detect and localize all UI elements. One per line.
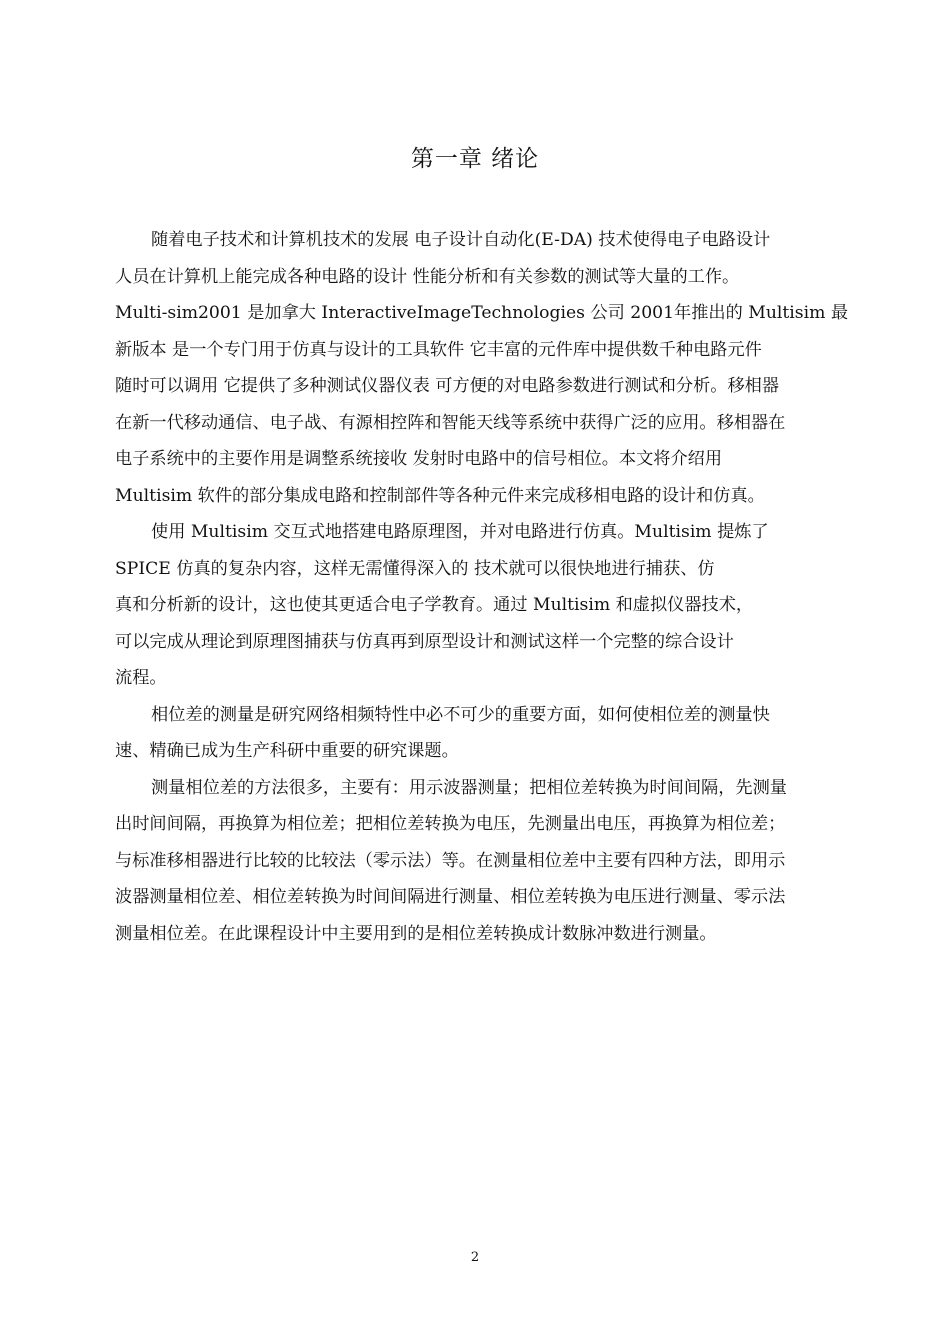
text-line: 电子系统中的主要作用是调整系统接收 发射时电路中的信号相位。本文将介绍用: [115, 449, 723, 469]
page-number: 2: [470, 1250, 480, 1265]
text-line: 在新一代移动通信、电子战、有源相控阵和智能天线等系统中获得广泛的应用。移相器在: [115, 412, 786, 433]
text-line: 速、精确已成为生产科研中重要的研究课题。: [115, 741, 459, 761]
text-line: 新版本 是一个专门用于仿真与设计的工具软件 它丰富的元件库中提供数千种电路元件: [115, 339, 762, 360]
text-line: 人员在计算机上能完成各种电路的设计 性能分析和有关参数的测试等大量的工作。: [115, 266, 740, 287]
text-line: 随时可以调用 它提供了多种测试仪器仪表 可方便的对电路参数进行测试和分析。移相器: [115, 376, 780, 396]
text-line: 流程。: [115, 668, 167, 688]
text-line: 真和分析新的设计，这也使其更适合电子学教育。通过 Multisim 和虚拟仪器技术，: [115, 595, 754, 615]
text-line: 相位差的测量是研究网络相频特性中必不可少的重要方面，如何使相位差的测量快: [151, 704, 770, 725]
text-line: 随着电子技术和计算机技术的发展 电子设计自动化(E-DA) 技术使得电子电路设计: [151, 230, 771, 250]
text-line: 可以完成从理论到原理图捕获与仿真再到原型设计和测试这样一个完整的综合设计: [115, 631, 734, 652]
text-line: 波器测量相位差、相位差转换为时间间隔进行测量、相位差转换为电压进行测量、零示法: [115, 887, 786, 907]
text-line: 测量相位差的方法很多，主要有：用示波器测量；把相位差转换为时间间隔，先测量: [151, 777, 787, 798]
body-text: [115, 222, 885, 952]
text-line: Multi-sim2001 是加拿大 InteractiveImageTechnologies 公司 2001年推出的 Multisim 最: [115, 303, 849, 323]
text-line: SPICE 仿真的复杂内容，这样无需懂得深入的 技术就可以很快地进行捕获、仿: [115, 558, 715, 579]
text-line: 使用 Multisim 交互式地搭建电路原理图，并对电路进行仿真。Multisim 提炼了: [151, 522, 769, 542]
chapter-title: 第一章 绪论: [410, 146, 540, 172]
text-line: 与标准移相器进行比较的比较法（零示法）等。在测量相位差中主要有四种方法，即用示: [115, 850, 786, 871]
text-line: Multisim 软件的部分集成电路和控制部件等各种元件来完成移相电路的设计和仿真。: [115, 485, 765, 506]
text-line: 测量相位差。在此课程设计中主要用到的是相位差转换成计数脉冲数进行测量。: [115, 923, 717, 944]
text-line: 出时间间隔，再换算为相位差；把相位差转换为电压，先测量出电压，再换算为相位差；: [115, 814, 786, 834]
